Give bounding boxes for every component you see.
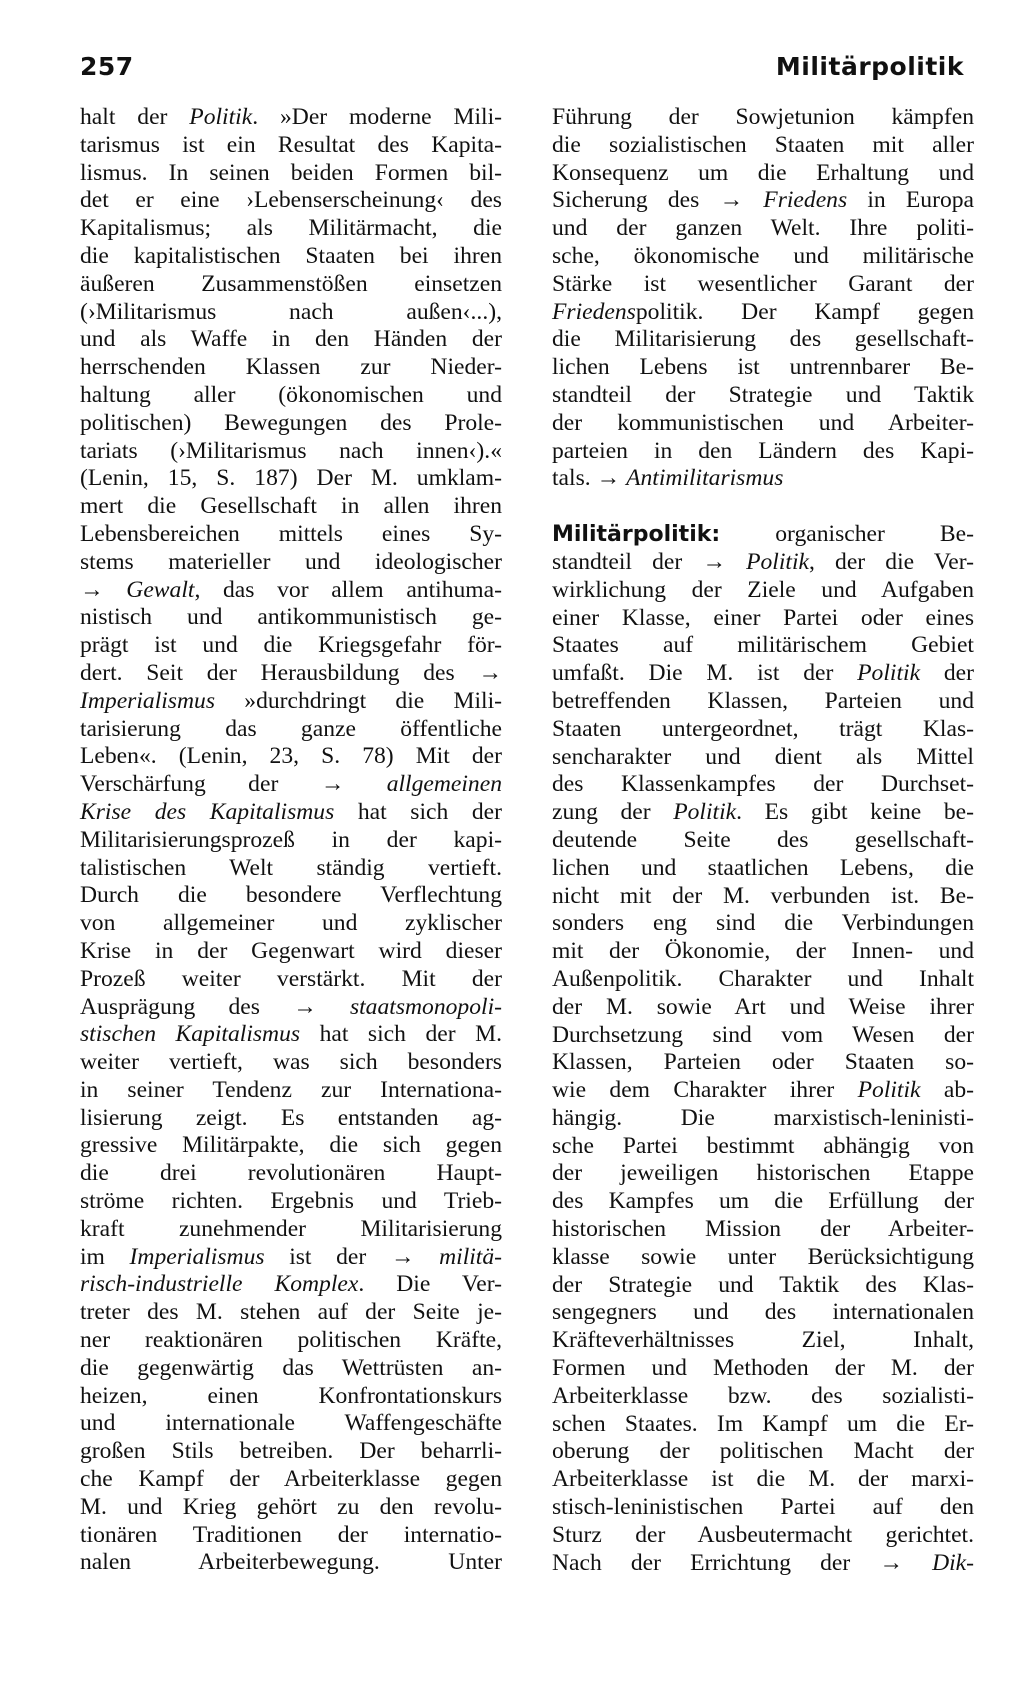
text-line: treter des M. stehen auf der Seite je-: [80, 1299, 502, 1326]
text-line: sche Partei bestimmt abhängig von: [552, 1132, 974, 1159]
text-line: halt der Politik. »Der moderne Mili-: [80, 104, 502, 130]
text-line: ströme richten. Ergebnis und Trieb-: [80, 1188, 502, 1215]
text-line: der M. sowie Art und Weise ihrer: [552, 993, 974, 1020]
text-line: lichen Lebens ist untrennbarer Be-: [552, 354, 974, 381]
text-line: M. und Krieg gehört zu den revolu-: [80, 1493, 502, 1520]
text-line: tionären Traditionen der internatio-: [80, 1521, 502, 1548]
text-line: einer Klasse, einer Partei oder eines: [552, 604, 974, 631]
text-line: Konsequenz um die Erhaltung und: [552, 159, 974, 186]
text-line: kraft zunehmender Militarisierung: [80, 1215, 502, 1242]
text-line: Krise des Kapitalismus hat sich der: [80, 798, 502, 825]
text-line: zung der Politik. Es gibt keine be-: [552, 799, 974, 826]
text-line: prägt ist und die Kriegsgefahr för-: [80, 632, 502, 659]
text-line: Durch die besondere Verflechtung: [80, 882, 502, 909]
text-line: stems materieller und ideologischer: [80, 548, 502, 575]
text-line: der Strategie und Taktik des Klas-: [552, 1271, 974, 1298]
text-line: wirklichung der Ziele und Aufgaben: [552, 576, 974, 603]
text-line: Führung der Sowjetunion kämpfen: [552, 104, 974, 130]
text-line: det er eine ›Lebenserscheinung‹ des: [80, 187, 502, 214]
text-line: Lebensbereichen mittels eines Sy-: [80, 520, 502, 547]
text-line: heizen, einen Konfrontationskurs: [80, 1382, 502, 1409]
text-line: des Klassenkampfes der Durchset-: [552, 771, 974, 798]
text-line: Verschärfung der → allgemeinen: [80, 771, 502, 798]
text-line: Arbeiterklasse bzw. des sozialisti-: [552, 1382, 974, 1409]
text-line: die drei revolutionären Haupt-: [80, 1160, 502, 1187]
text-line: standteil der → Politik, der die Ver-: [552, 548, 974, 575]
text-line: tals. → Antimilitarismus: [552, 465, 784, 492]
text-line: Durchsetzung sind vom Wesen der: [552, 1021, 974, 1048]
text-line: (Lenin, 15, S. 187) Der M. umklam-: [80, 465, 502, 492]
text-line: äußeren Zusammenstößen einsetzen: [80, 270, 502, 297]
text-line: sengegners und des internationalen: [552, 1299, 974, 1326]
text-line: nalen Arbeiterbewegung. Unter: [80, 1549, 502, 1576]
text-line: sche, ökonomische und militärische: [552, 242, 974, 269]
text-line: die gegenwärtig das Wettrüsten an-: [80, 1354, 502, 1381]
text-line: weiter vertieft, was sich besonders: [80, 1049, 502, 1076]
text-line: und internationale Waffengeschäfte: [80, 1410, 502, 1437]
text-line: klasse sowie unter Berücksichtigung: [552, 1243, 974, 1270]
text-line: Außenpolitik. Charakter und Inhalt: [552, 965, 974, 992]
text-line: Sturz der Ausbeutermacht gerichtet.: [552, 1521, 974, 1548]
text-line: schen Staates. Im Kampf um die Er-: [552, 1410, 974, 1437]
text-line: Krise in der Gegenwart wird dieser: [80, 937, 502, 964]
text-line: che Kampf der Arbeiterklasse gegen: [80, 1466, 502, 1493]
text-line: Nach der Errichtung der → Dik-: [552, 1549, 974, 1576]
text-line: → Gewalt, das vor allem antihuma-: [80, 576, 502, 603]
text-line: Ausprägung des → staatsmonopoli-: [80, 993, 502, 1020]
text-line: in seiner Tendenz zur Internationa-: [80, 1076, 502, 1103]
text-line: Klassen, Parteien oder Staaten so-: [552, 1049, 974, 1076]
text-line: Sicherung des → Friedens in Europa: [552, 187, 975, 214]
text-line: des Kampfes um die Erfüllung der: [552, 1188, 974, 1215]
text-line: und als Waffe in den Händen der: [80, 326, 502, 353]
text-line: lisierung zeigt. Es entstanden ag-: [80, 1104, 502, 1131]
text-line: risch-industrielle Komplex. Die Ver-: [80, 1271, 502, 1298]
militaerpolitik-entry: [552, 549, 974, 1577]
text-line: umfaßt. Die M. ist der Politik der: [552, 660, 974, 687]
text-line: Staaten untergeordnet, trägt Klas-: [552, 715, 974, 742]
text-line: politischen) Bewegungen des Prole-: [80, 409, 502, 436]
text-line: lismus. In seinen beiden Formen bil-: [80, 159, 502, 186]
text-line: der jeweiligen historischen Etappe: [552, 1160, 974, 1187]
text-line: mert die Gesellschaft in allen ihren: [80, 493, 502, 520]
text-line: die Militarisierung des gesellschaft-: [552, 326, 974, 353]
text-line: deutende Seite des gesellschaft-: [552, 826, 974, 853]
entry-spacer: [552, 493, 974, 521]
text-line: haltung aller (ökonomischen und: [80, 381, 502, 408]
text-line: standteil der Strategie und Taktik: [552, 381, 974, 408]
text-line: lichen und staatlichen Lebens, die: [552, 854, 974, 881]
text-line: und der ganzen Welt. Ihre politi-: [552, 215, 974, 242]
text-line: tarismus ist ein Resultat des Kapita-: [80, 131, 502, 158]
text-line: oberung der politischen Macht der: [552, 1438, 974, 1465]
text-line: nistisch und antikommunistisch ge-: [80, 604, 502, 631]
text-line: stisch-leninistischen Partei auf den: [552, 1494, 974, 1521]
text-line: dert. Seit der Herausbildung des →: [80, 659, 502, 686]
text-line: tarisierung das ganze öffentliche: [80, 715, 502, 742]
entry-first-line: [552, 521, 974, 549]
text-line: Formen und Methoden der M. der: [552, 1355, 974, 1382]
text-line: ner reaktionären politischen Kräfte,: [80, 1327, 502, 1354]
text-line: parteien in den Ländern des Kapi-: [552, 437, 974, 464]
text-line: Kapitalismus; als Militärmacht, die: [80, 215, 502, 242]
text-line: Stärke ist wesentlicher Garant der: [552, 270, 974, 297]
text-line: betreffenden Klassen, Parteien und: [552, 687, 974, 714]
text-line: mit der Ökonomie, der Innen- und: [552, 938, 974, 965]
running-head: Militärpolitik: [775, 52, 964, 81]
text-line: Prozeß weiter verstärkt. Mit der: [80, 965, 502, 992]
text-line: Kräfteverhältnisses Ziel, Inhalt,: [552, 1327, 974, 1354]
entry-keyword: Militärpolitik:: [552, 522, 721, 548]
page-header: [80, 52, 964, 92]
text-line: der kommunistischen und Arbeiter-: [552, 409, 974, 436]
text-line: von allgemeiner und zyklischer: [80, 910, 502, 937]
text-line: großen Stils betreiben. Der beharrli-: [80, 1438, 502, 1465]
text-line: tariats (›Militarismus nach innen‹).«: [80, 437, 502, 464]
text-line: hängig. Die marxistisch-leninisti-: [552, 1104, 974, 1131]
left-column: [80, 104, 502, 1577]
text-line: Friedenspolitik. Der Kampf gegen: [552, 298, 974, 325]
text-line: (›Militarismus nach außen‹...),: [80, 298, 502, 325]
text-line: sencharakter und dient als Mittel: [552, 743, 974, 770]
page-number: 257: [80, 52, 134, 81]
text-line: die sozialistischen Staaten mit aller: [552, 131, 974, 158]
text-line: die kapitalistischen Staaten bei ihren: [80, 242, 502, 269]
text-line: Militarisierungsprozeß in der kapi-: [80, 826, 502, 853]
text-line: historischen Mission der Arbeiter-: [552, 1216, 974, 1243]
entry-first-line-text: organischer Be-: [775, 521, 974, 548]
text-line: stischen Kapitalismus hat sich der M.: [80, 1021, 502, 1048]
text-line: im Imperialismus ist der → militä-: [80, 1243, 503, 1270]
text-line: Leben«. (Lenin, 23, S. 78) Mit der: [80, 743, 502, 770]
previous-entry-continuation: [552, 104, 974, 493]
text-line: nicht mit der M. verbunden ist. Be-: [552, 882, 974, 909]
text-line: Arbeiterklasse ist die M. der marxi-: [552, 1466, 974, 1493]
text-line: herrschenden Klassen zur Nieder-: [80, 354, 502, 381]
text-line: sonders eng sind die Verbindungen: [552, 910, 974, 937]
right-column: [552, 104, 974, 1577]
text-line: gressive Militärpakte, die sich gegen: [80, 1132, 502, 1159]
text-line: wie dem Charakter ihrer Politik ab-: [552, 1077, 974, 1104]
text-line: Staates auf militärischem Gebiet: [552, 632, 974, 659]
text-line: Imperialismus »durchdringt die Mili-: [80, 687, 502, 714]
text-line: talistischen Welt ständig vertieft.: [80, 854, 502, 881]
